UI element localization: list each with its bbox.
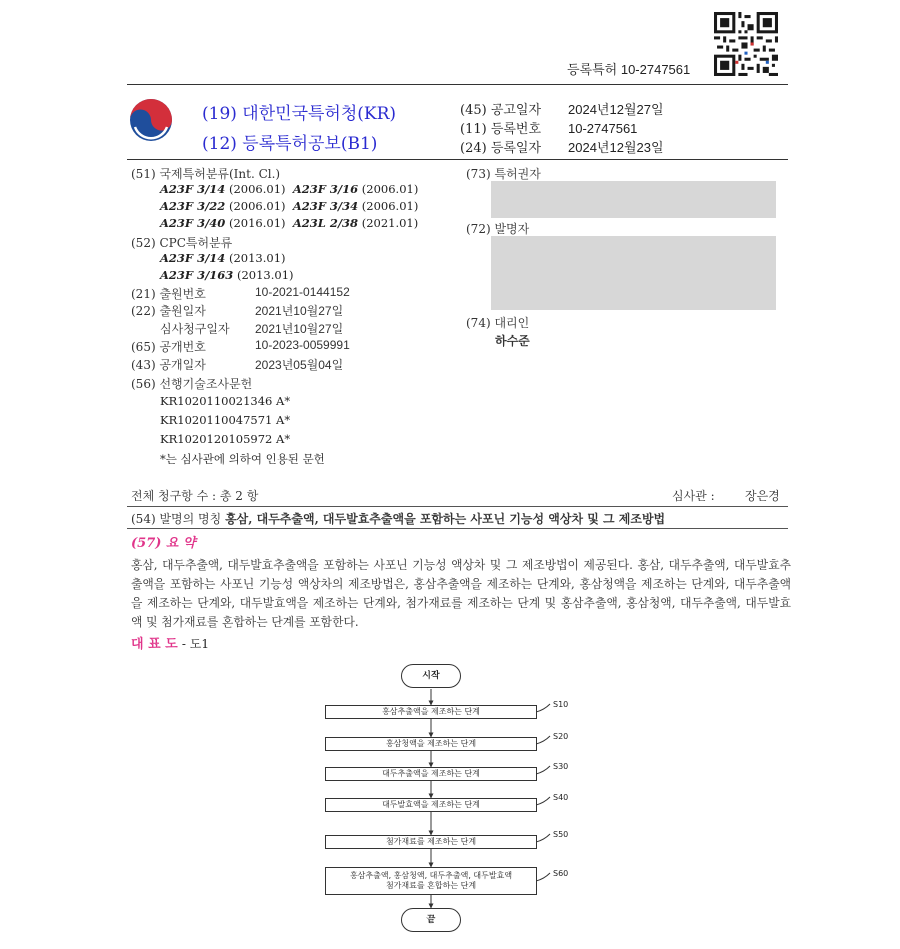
row-value: 2024년12월27일 <box>568 102 664 117</box>
ipc-code: A23F 3/34 <box>292 199 359 213</box>
step-label-s40: S40 <box>553 793 569 802</box>
flow-start: 시작 <box>401 664 461 688</box>
application-date: 2021년10월27일 <box>255 304 344 318</box>
publication-date-row <box>460 99 664 118</box>
ipc-row <box>160 199 418 213</box>
ipc-date: (2021.01) <box>361 216 419 230</box>
row-value: 2024년12월23일 <box>568 140 664 155</box>
abstract-heading: (57) 요 약 <box>131 536 196 551</box>
application-date-label: (22) 출원일자 <box>131 304 206 318</box>
ipc-date: (2006.01) <box>228 199 286 213</box>
invention-title-row <box>131 510 665 527</box>
invention-title: 홍삼, 대두추출액, 대두발효추출액을 포함하는 사포닌 기능성 액상차 및 그 제조방법 <box>225 512 666 526</box>
flow-step-s10: 홍삼추출액을 제조하는 단계 <box>325 705 537 719</box>
publication-number: 10-2023-0059991 <box>255 338 350 352</box>
prior-art-item: KR1020120105972 A* <box>160 432 291 446</box>
application-number: 10-2021-0144152 <box>255 285 350 299</box>
agent-label: (74) 대리인 <box>466 316 530 330</box>
ipc-date: (2016.01) <box>228 216 286 230</box>
ipc-code: A23F 3/40 <box>160 216 226 230</box>
cpc-date: (2013.01) <box>228 251 286 265</box>
publication-date-label: (43) 공개일자 <box>131 358 206 372</box>
cpc-label: (52) CPC특허분류 <box>131 236 233 250</box>
publication-date: 2023년05월04일 <box>255 358 344 372</box>
owner-label: (73) 특허권자 <box>466 167 541 181</box>
agent-name: 하수준 <box>495 334 530 348</box>
step-label-s20: S20 <box>553 732 569 741</box>
invention-title-label: (54) 발명의 명칭 <box>131 512 222 526</box>
publication-number-label: (65) 공개번호 <box>131 340 206 354</box>
qr-code <box>714 12 778 76</box>
examiner-label: 심사관 : <box>672 489 715 503</box>
cpc-row <box>160 251 286 265</box>
inventor-label: (72) 발명자 <box>466 222 530 236</box>
cpc-date: (2013.01) <box>236 268 294 282</box>
ipc-code: A23L 2/38 <box>292 216 359 230</box>
ipc-date: (2006.01) <box>228 182 286 196</box>
row-label: (45) 공고일자 <box>460 103 542 118</box>
country-header: (19) 대한민국특허청(KR) <box>202 104 397 124</box>
application-number-label: (21) 출원번호 <box>131 287 206 301</box>
kind-header: (12) 등록특허공보(B1) <box>202 134 378 154</box>
ipc-row <box>160 216 418 230</box>
flow-step-s30: 대두추출액을 제조하는 단계 <box>325 767 537 781</box>
ipc-code: A23F 3/16 <box>292 182 359 196</box>
registration-date-row <box>460 137 664 156</box>
row-label: (11) 등록번호 <box>460 122 542 137</box>
ipc-label: (51) 국제특허분류(Int. Cl.) <box>131 167 281 181</box>
owner-redacted <box>491 181 776 218</box>
inventor-redacted <box>491 236 776 310</box>
total-claims: 전체 청구항 수 : 총 2 항 <box>131 489 259 503</box>
kipo-logo <box>128 97 174 143</box>
cpc-code: A23F 3/14 <box>160 251 226 265</box>
prior-art-item: KR1020110047571 A* <box>160 413 291 427</box>
cpc-code: A23F 3/163 <box>160 268 234 282</box>
registration-number-row <box>460 118 637 137</box>
cpc-row <box>160 268 294 282</box>
flow-step-s60: 홍삼추출액, 홍삼청액, 대두추출액, 대두발효액 첨가재료를 혼합하는 단계 <box>325 867 537 895</box>
step-label-s30: S30 <box>553 762 569 771</box>
row-label: (24) 등록일자 <box>460 141 542 156</box>
prior-art-item: KR1020110021346 A* <box>160 394 291 408</box>
row-value: 10-2747561 <box>568 121 638 136</box>
representative-label: 대 표 도 <box>131 637 178 652</box>
step-label-s10: S10 <box>553 700 569 709</box>
ipc-date: (2006.01) <box>361 182 419 196</box>
ipc-date: (2006.01) <box>361 199 419 213</box>
representative-value: - 도1 <box>181 637 209 651</box>
ipc-row <box>160 182 418 196</box>
abstract-text: 홍삼, 대두추출액, 대두발효추출액을 포함하는 사포닌 기능성 액상차 및 그 제조방법이 제공된다. 홍삼, 대두추출액, 대두발효추출액을 포함하는 사포닌 기능성 액상차의 제조방법은, 홍삼추출액을 제조하는 단계와, 홍삼청액을 제조하는 단계와, 대두추출액을 제조하는 단계와, 대두발효액을 제조하는 단계와, 첨가재료를 제조하는 단계 및 홍삼추출액, 홍삼청액, 대두추출액, 대두발효액 및 첨가재료를 혼합하는 단계를 포함한다. <box>131 558 791 629</box>
step-label-s60: S60 <box>553 869 569 878</box>
flow-end: 끝 <box>401 908 461 932</box>
ipc-code: A23F 3/14 <box>160 182 226 196</box>
representative-figure <box>131 633 209 652</box>
examiner-name: 장은경 <box>745 489 780 503</box>
prior-art-label: (56) 선행기술조사문헌 <box>131 377 253 391</box>
flow-step-s40: 대두발효액을 제조하는 단계 <box>325 798 537 812</box>
title-divider <box>127 528 788 529</box>
ipc-code: A23F 3/22 <box>160 199 226 213</box>
flow-step-s20: 홍삼청액을 제조하는 단계 <box>325 737 537 751</box>
prior-art-note: *는 심사관에 의하여 인용된 문헌 <box>160 452 325 466</box>
step-label-s50: S50 <box>553 830 569 839</box>
flow-step-s50: 첨가재료를 제조하는 단계 <box>325 835 537 849</box>
claims-divider <box>127 506 788 507</box>
header-divider <box>127 159 788 160</box>
exam-request-date: 2021년10월27일 <box>255 322 344 336</box>
exam-request-label: 심사청구일자 <box>160 322 230 336</box>
top-divider <box>127 84 788 85</box>
registration-number: 등록특허 10-2747561 <box>567 62 691 77</box>
